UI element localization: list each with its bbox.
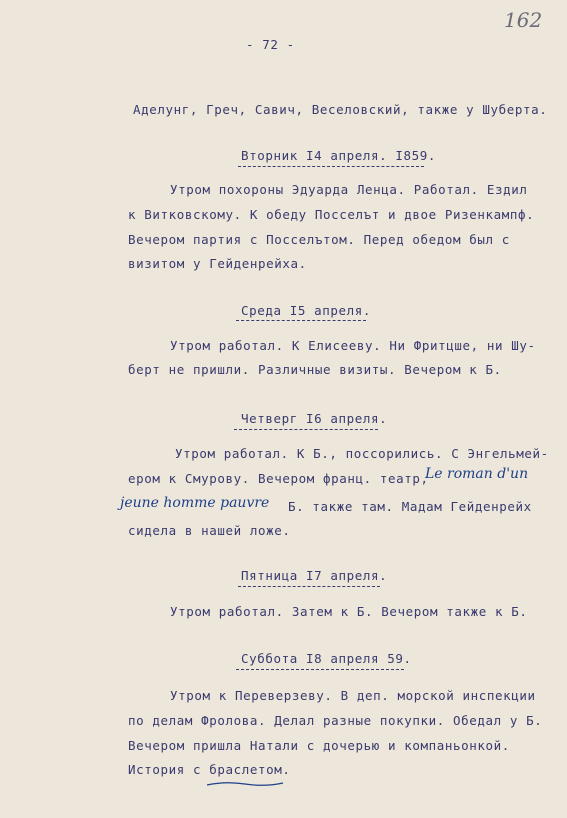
heading-underline bbox=[236, 669, 404, 670]
entry-line: Утром работал. Затем к Б. Вечером также к Б. bbox=[170, 604, 528, 619]
heading-underline bbox=[238, 586, 380, 587]
entry-heading: Четверг I6 апреля. bbox=[241, 411, 388, 426]
entry-line: по делам Фролова. Делал разные покупки. Обедал у Б. bbox=[128, 713, 543, 728]
entry-heading: Среда I5 апреля. bbox=[241, 303, 372, 318]
entry-heading: Суббота I8 апреля 59. bbox=[241, 651, 412, 666]
entry-line: История с браслетом. bbox=[128, 762, 291, 777]
entry-heading: Вторник I4 апреля. I859. bbox=[241, 148, 437, 163]
entry-line: Утром работал. К Елисееву. Ни Фритцше, ни Шу- bbox=[170, 338, 536, 353]
archive-number: 162 bbox=[504, 8, 543, 32]
entry-line: к Витковскому. К обеду Посселът и двое Ризенкампф. bbox=[128, 207, 535, 222]
entry-line: Вечером пришла Натали с дочерью и компаньонкой. bbox=[128, 738, 510, 753]
heading-underline bbox=[238, 166, 424, 167]
heading-underline bbox=[234, 429, 378, 430]
handwritten-underline-mark bbox=[205, 779, 285, 789]
entry-line: ером к Смурову. Вечером франц. театр, bbox=[128, 471, 429, 486]
entry-line: Утром работал. К Б., поссорились. С Энгельмей- bbox=[175, 446, 549, 461]
page-number: - 72 - bbox=[246, 37, 295, 52]
entry-line: Утром к Переверзеву. В деп. морской инспекции bbox=[170, 688, 536, 703]
entry-line: берт не пришли. Различные визиты. Вечером к Б. bbox=[128, 362, 502, 377]
handwritten-insertion: Le roman d'un bbox=[425, 466, 529, 482]
entry-line: Вечером партия с Посселътом. Перед обедом был с bbox=[128, 232, 510, 247]
intro-line: Аделунг, Греч, Савич, Веселовский, также у Шуберта. bbox=[133, 102, 548, 117]
entry-line: Б. также там. Мадам Гейденрейх bbox=[288, 499, 532, 514]
entry-line: сидела в нашей ложе. bbox=[128, 523, 291, 538]
entry-heading: Пятница I7 апреля. bbox=[241, 568, 388, 583]
entry-line: Утром похороны Эдуарда Ленца. Работал. Ездил bbox=[170, 182, 528, 197]
heading-underline bbox=[236, 320, 366, 321]
handwritten-insertion: jeune homme pauvre bbox=[120, 495, 270, 511]
entry-line: визитом у Гейденрейха. bbox=[128, 256, 307, 271]
